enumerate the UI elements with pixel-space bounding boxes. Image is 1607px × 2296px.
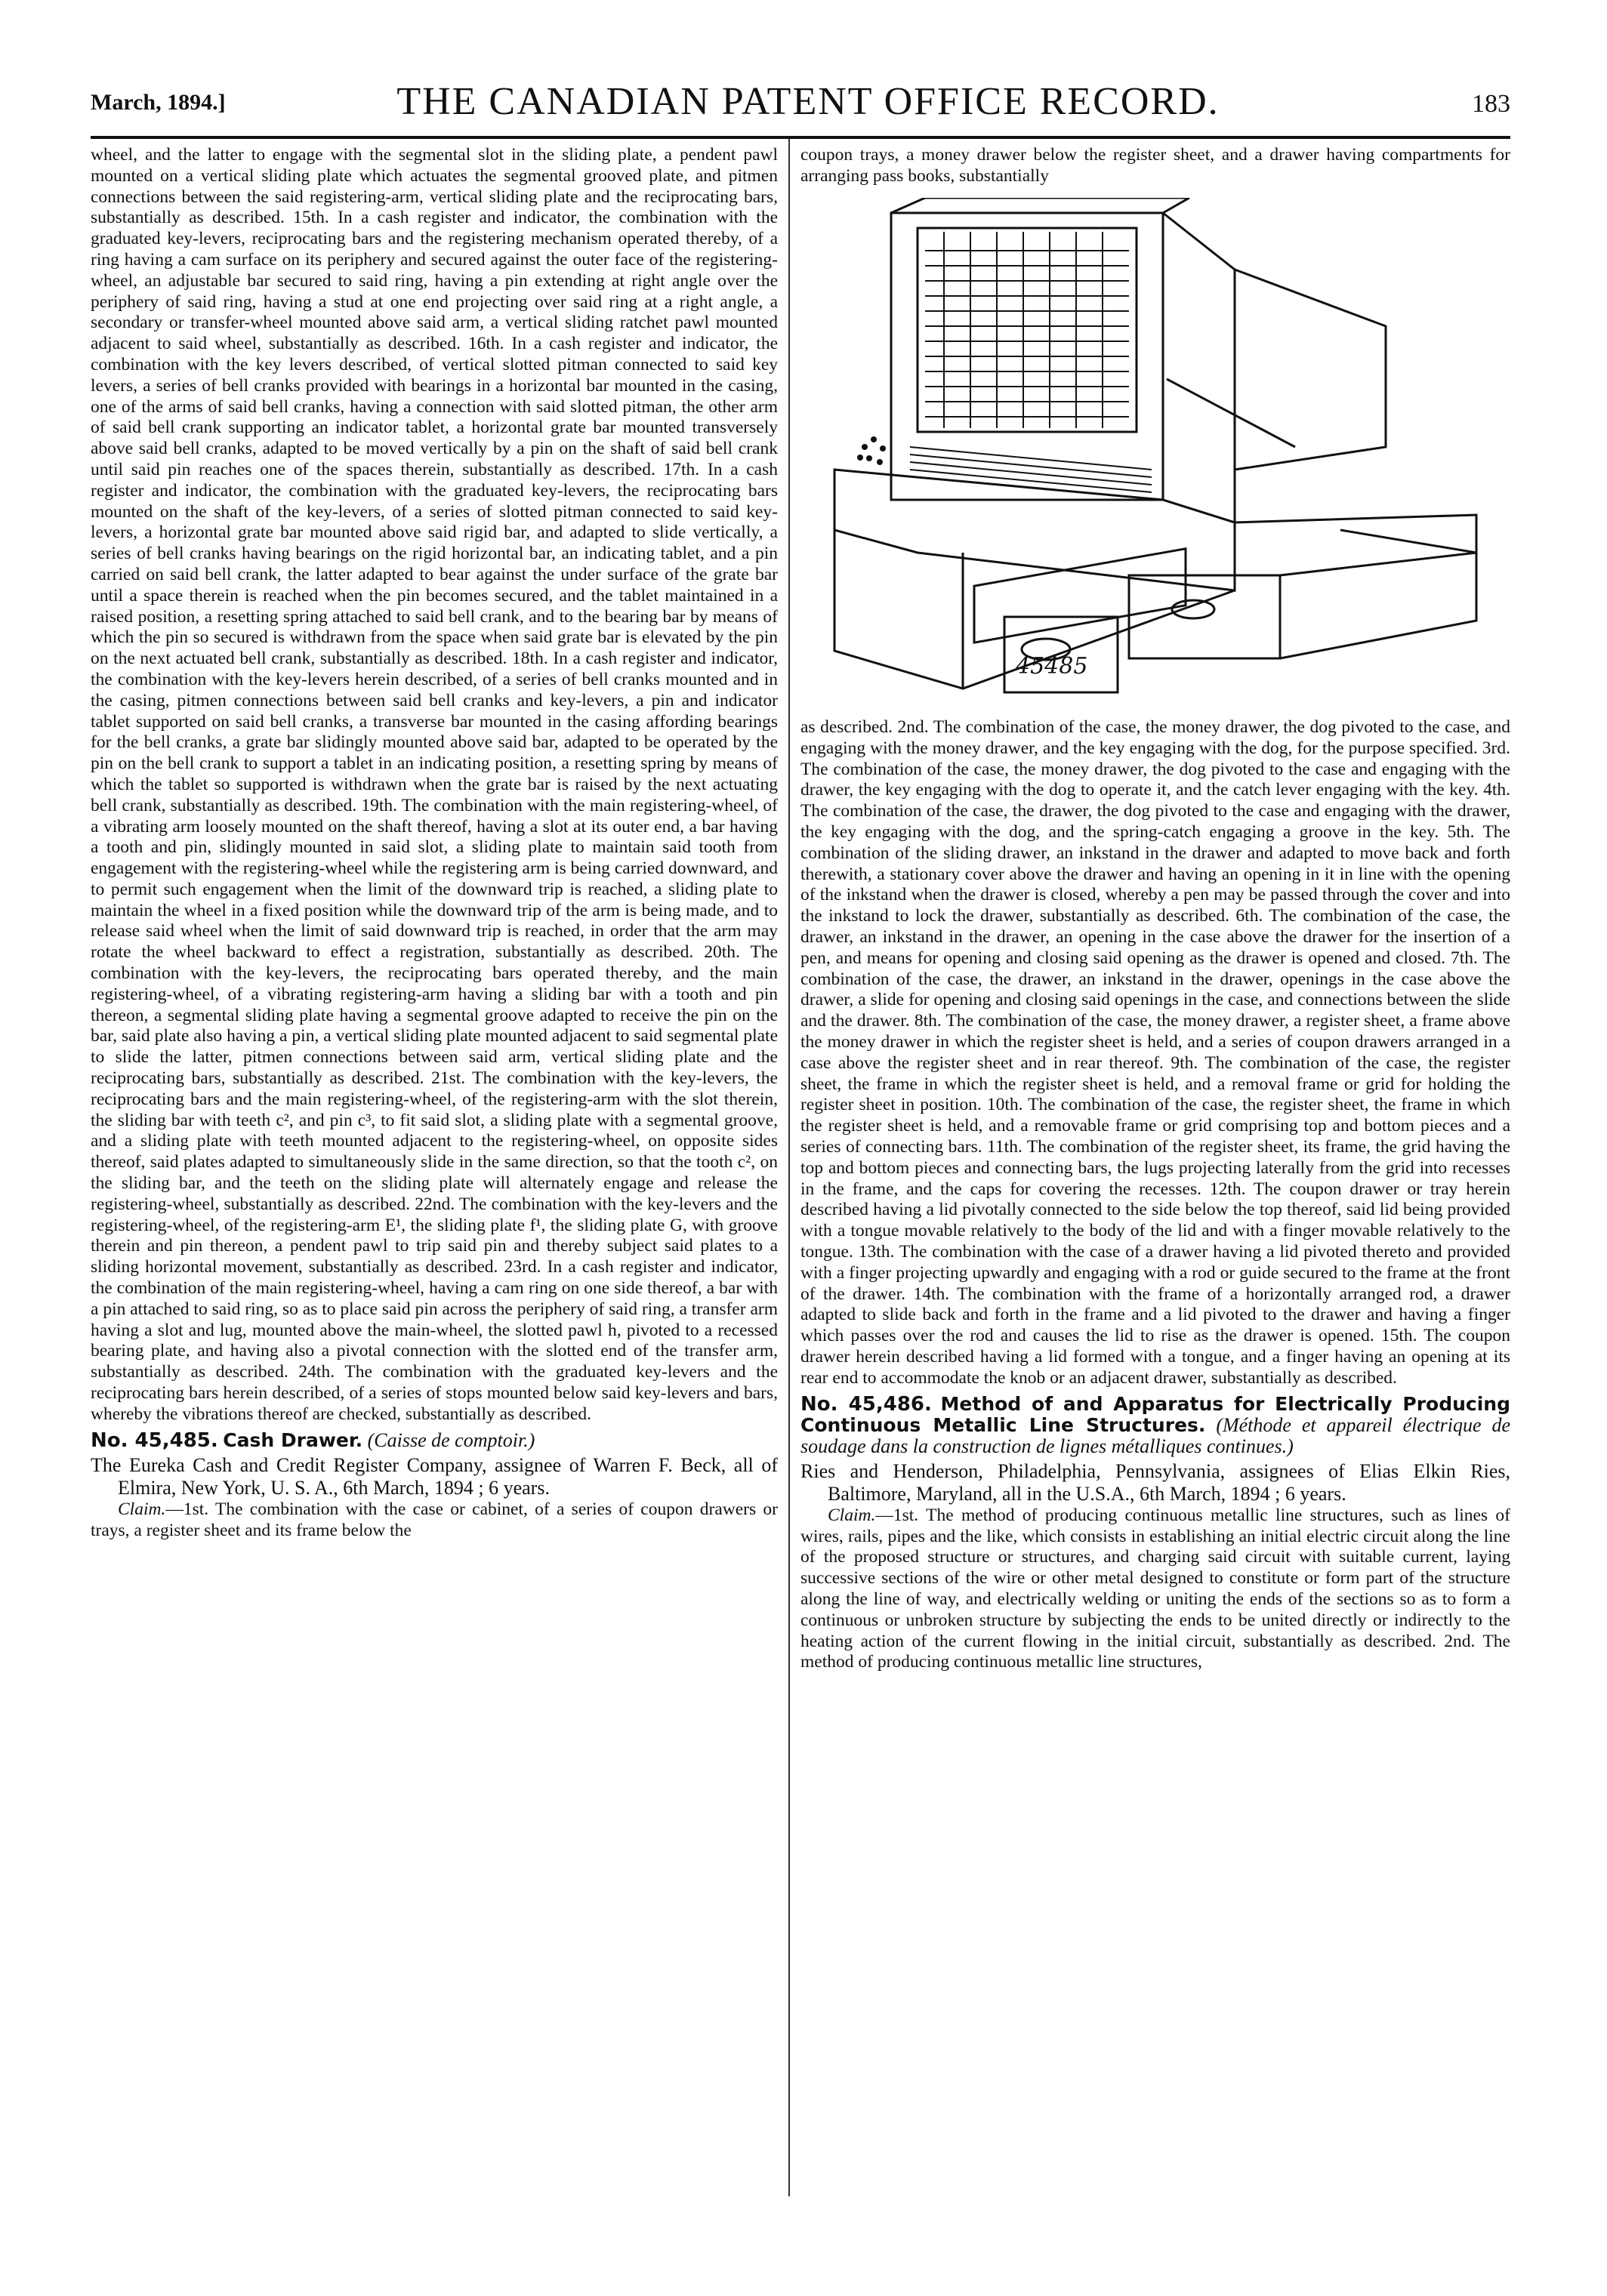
- page-header: [91, 79, 1510, 132]
- figure-caption: 45485: [1016, 653, 1088, 680]
- patent-claims-continued-right-main: as described. 2nd. The combination of the case, the money drawer, the dog pivoted to the case, and engaging with the money drawer, and the key engaging with the dog, for the purpose specified. 3rd. The combination of the case, the money drawer, the dog pivoted to the case and engaging with the drawer, the key engaging with the dog to operate it, and the catch lever engaging with the key. 4th. The combination of the case, the drawer, the dog pivoted to the case and engaging with the drawer, the key engaging with the dog, and the spring-catch engaging a groove in the key. 5th. The combination of the sliding drawer, an inkstand in the drawer and adapted to move back and forth therewith, a stationary cover above the drawer and having an opening in it in line with the opening of the inkstand when the drawer is closed, whereby a pen may be passed through the cover and into the inkstand to lock the drawer, substantially as described. 6th. The combination of the case, the drawer, an inkstand in the drawer, an opening in the case above the drawer for the insertion of a pen, and means for opening and closing said opening as the drawer is opened and closed. 7th. The combination of the case, the drawer, an inkstand in the drawer, openings in the case above the drawer, a slide for opening and closing said openings in the case, and connections between the slide and the drawer. 8th. The combination of the case, the money drawer, a register sheet, a frame above the money drawer in which the register sheet is held, and a series of coupon drawers arranged in a case above the register sheet and in rear thereof. 9th. The combination of the case, the register sheet, the frame in which the register sheet is held, and a removal frame or grid for holding the register sheet in position. 10th. The combination of the case, the register sheet, the frame in which the register sheet is held, and a removable frame or grid comprising top and bottom pieces and a series of connecting bars. 11th. The combination of the register sheet, its frame, the grid having the top and bottom pieces and connecting bars, the lugs projecting laterally from the grid into recesses in the frame, and the caps for covering the recesses. 12th. The coupon drawer or tray herein described having a lid pivotally connected to the side below the top thereof, said lid being provided with a tongue movable relatively to the body of the lid and with a finger movable relatively to the tongue. 13th. The combination with the case of a drawer having a lid pivoted thereto and provided with a finger projecting upwardly and engaging with a rod or guide secured to the frame at the front of the drawer. 14th. The combination with the frame of a horizontally arranged rod, a drawer adapted to slide back and forth in the frame and a lid pivoted to the drawer and having a finger which passes over the rod and causes the lid to rise as the drawer is opened. 15th. The coupon drawer herein described having a lid formed with a tongue, and a finger having an opening at its rear end to accommodate the knob or an adjacent drawer, substantially as described.: [800, 717, 1510, 1388]
- patent-claim-2: [800, 1505, 1510, 1673]
- patent-entry-heading: [91, 1430, 778, 1452]
- patent-title-french: (Caisse de comptoir.): [367, 1428, 535, 1451]
- patent-title: Cash Drawer.: [223, 1428, 363, 1451]
- header-rule: [91, 136, 1510, 139]
- patent-assignee-2: Ries and Henderson, Philadelphia, Pennsylvania, assignees of Elias Elkin Ries, Baltimore, Maryland, all in the U.S.A., 6th March, 1894 ; 6 years.: [800, 1459, 1510, 1505]
- page-number: 183: [1472, 90, 1510, 118]
- claim-label: Claim.: [118, 1499, 166, 1520]
- cash-drawer-illustration: [812, 198, 1491, 711]
- patent-claims-continued: wheel, and the latter to engage with the segmental slot in the sliding plate, a pendent pawl mounted on a vertical sliding plate which actuates the segmental grooved plate, and pitmen connections between the said registering-arm, vertical sliding plate and the reciprocating bars, substantially as described. 15th. In a cash register and indicator, the combination with the graduated key-levers, reciprocating bars and the registering mechanism operated thereby, of a ring having a cam surface on its periphery and secured against the outer face of the registering-wheel, an adjustable bar secured to said ring, having a pin extending at right angle over the periphery of said ring, having a stud at one end projecting over said ring at a right angle, a secondary or transfer-wheel mounted above said arm, a vertical sliding ratchet pawl mounted adjacent to said wheel, substantially as described. 16th. In a cash register and indicator, the combination with the key levers described, of vertical slotted pitman connected to said key levers, a series of bell cranks provided with bearings in a horizontal bar mounted in the casing, one of the arms of said bell cranks, having a connection with said slotted pitman, the other arm of said bell crank supporting an indicator tablet, a horizontal grate bar mounted transversely above said bell cranks, adapted to be moved vertically by a pin on the shaft of said bell crank until said pin reaches one of the spaces therein, substantially as described. 17th. In a cash register and indicator, the combination with the graduated key-levers, the reciprocating bars mounted on the shaft of the key-levers, of a series of slotted pitman connected to said key-levers, a horizontal grate bar mounted above said rigid bar, and adapted to slide vertically, a series of bell cranks having bearings on the rigid horizontal bar, an indicating tablet, and a pin carried on said bell crank, the latter adapted to bear against the under surface of the grate bar until a space therein is reached when the pin becomes secured, and the tablet maintained in a raised position, a resetting spring attached to said bell crank, and to the bearing bar by means of which the pin so secured is withdrawn from the space when said grate bar is elevated by the pin on the next actuated bell crank, substantially as described. 18th. In a cash register and indicator, the combination with the key-levers herein described, of a series of bell cranks mounted and in the casing, pitmen connections between said bell cranks and key-levers, a pin and indicator tablet supported on said bell cranks, a transverse bar mounted in the casing affording bearings for the bell cranks, a grate bar slidingly mounted above said bar, adapted to be operated by the pin on the bell crank to support a tablet in an indicating position, a resetting spring by means of which the tablet so supported is withdrawn when the grate bar is raised by the next actuating bell crank, substantially as described. 19th. The combination with the main registering-wheel, of a vibrating arm loosely mounted on the shaft thereof, having a slot at its outer end, a bar having a tooth and pin, slidingly mounted in said slot, a sliding plate to maintain said tooth from engagement with the registering-wheel while the registering arm is being carried downward, and to permit such engagement when the limit of the downward trip is reached, a sliding plate to maintain the wheel in a fixed position while the downward trip of the arm is being made, and to release said wheel when the limit of said downward trip is reached, in order that the arm may rotate the wheel backward to effect a registration, substantially as described. 20th. The combination with the key-levers, the reciprocating bars operated thereby, and the main registering-wheel, of a vibrating registering-arm having a sliding bar with a tooth and pin thereon, a segmental sliding plate having a segmental groove adapted to receive the pin on the bar, said plate also having a pin, a vertical sliding plate mounted adjacent to said segmental plate to slide the latter, pitmen connections between said arm, vertical sliding plate and the reciprocating bars, substantially as described. 21st. The combination with the key-levers, the reciprocating bars and the main registering-wheel, of the registering-arm with the slot therein, the sliding bar with teeth c², and pin c³, to fit said slot, a sliding plate with a segmental groove, and a sliding plate with teeth mounted adjacent to the registering-wheel, on opposite sides thereof, said plates adapted to simultaneously slide in the same direction, so that the tooth c², on the sliding bar, and the teeth on the sliding plate will alternately engage and release the registering-wheel, substantially as described. 22nd. The combination with the key-levers and the registering-wheel, of the registering-arm E¹, the sliding plate f¹, the sliding plate G, with groove therein and pin thereon, a pendent pawl to trip said pin and thereby subject said plates to a sliding horizontal movement, substantially as described. 23rd. In a cash register and indicator, the combination of the main registering-wheel, having a cam ring on one side thereof, a bar with a pin attached to said ring, so as to place said pin across the periphery of said ring, a transfer arm having a slot and lug, mounted above the main-wheel, the slotted pawl h, pivoted to a recessed bearing plate, and having also a pivotal connection with the slotted end of the transfer arm, substantially as described. 24th. The combination with the graduated key-levers and the reciprocating bars herein described, of a series of stops mounted below said key-levers and bars, whereby the vibrations thereof are checked, substantially as described.: [91, 145, 778, 1424]
- claim-text: —1st. The combination with the case or cabinet, of a series of coupon drawers or trays, a register sheet and its frame below the: [91, 1499, 778, 1541]
- patent-title-french-2: (Méthode et appareil électrique de soudage dans la construction de lignes métalliques continues.): [800, 1414, 1511, 1458]
- claim-text-2: —1st. The method of producing continuous metallic line structures, such as lines of wires, rails, pipes and the like, which consists in establishing an initial electric circuit along the line of the proposed structure or structures, and charging said circuit with suitable current, laying successive sections of the wire or other metal designed to constitute or form part of the structure along the line of way, and electrically welding or uniting the ends of the sections so as to form a continuous or unbroken structure by subjecting the ends to be united directly or indirectly to the heating action of the current flowing in the initial circuit, substantially as described. 2nd. The method of producing continuous metallic line structures,: [800, 1505, 1510, 1672]
- claim-label-2: Claim.: [828, 1505, 876, 1525]
- patent-title-2: Method of and Apparatus for Electrically Producing Continuous Metallic Line Structures.: [800, 1392, 1510, 1437]
- patent-entry-heading-2: [800, 1394, 1510, 1457]
- publication-title: THE CANADIAN PATENT OFFICE RECORD.: [396, 80, 1220, 123]
- column-divider: [788, 139, 790, 2196]
- issue-date: March, 1894.]: [91, 90, 226, 115]
- patent-claim: [91, 1499, 778, 1542]
- patent-number: No. 45,485.: [91, 1428, 218, 1452]
- patent-assignee: The Eureka Cash and Credit Register Company, assignee of Warren F. Beck, all of Elmira, New York, U. S. A., 6th March, 1894 ; 6 years.: [91, 1454, 778, 1499]
- patent-number-2: No. 45,486.: [800, 1392, 932, 1416]
- right-column-main: [800, 717, 1510, 1673]
- patent-claims-continued-right: coupon trays, a money drawer below the register sheet, and a drawer having compartments for arranging pass books, substantially: [800, 145, 1510, 186]
- left-column: [91, 145, 778, 1542]
- right-column-top: [800, 145, 1510, 187]
